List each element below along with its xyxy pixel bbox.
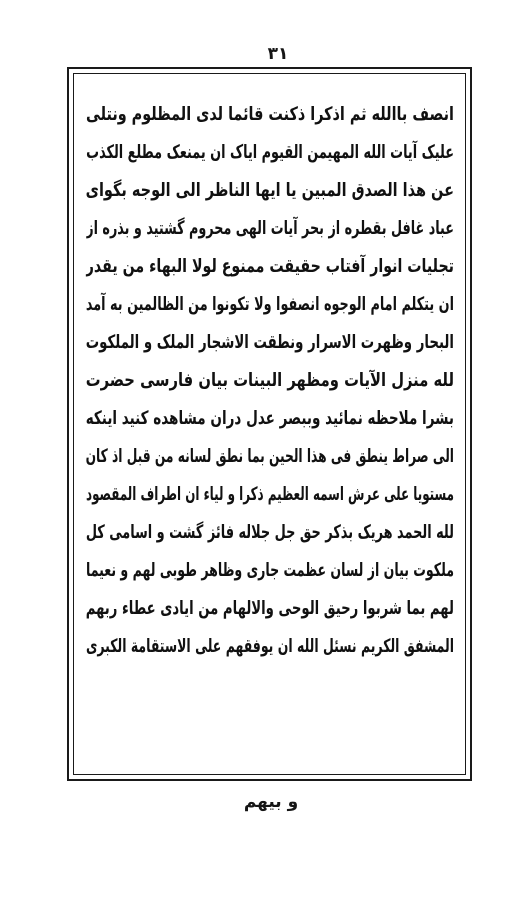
text-line: عن هذا الصدق المبین یا ایها الناظر الی الوجه بگوای	[85, 180, 454, 201]
text-line: الی صراط ینطق فی هذا الحین بما نطق لسانه من قبل اذ کان	[85, 446, 454, 467]
text-line: ان یتکلم امام الوجوه انصفوا ولا تکونوا من الظالمین به آمد	[85, 294, 454, 315]
text-line: ملکوت بیان از لسان عظمت جاری وظاهر طوبی لهم و نعیما	[85, 560, 454, 581]
text-line: بشرا ملاحظه نمائید وببصر عدل دران مشاهده کنید اینکه	[85, 408, 454, 429]
catchword: و بیهم	[243, 792, 299, 812]
text-line: انصف باالله ثم اذکرا ذکنت قائما لدی المظلوم ونتلی	[86, 104, 454, 125]
text-line: مستویا علی عرش اسمه العظیم ذکرا و لیاء ان اطراف المقصود	[86, 484, 454, 505]
text-line: لهم بما شربوا رحیق الوحی والالهام من ایادی عطاء ربهم	[85, 598, 454, 619]
text-line: البحار وظهرت الاسرار ونطقت الاشجار الملک و الملکوت	[86, 332, 454, 353]
text-line: علیک آیات الله المهیمن القیوم ایاک ان یمنعک مطلع الکذب	[86, 142, 454, 163]
page-number: ۳۱	[267, 44, 289, 64]
text-line: تجلیات انوار آفتاب حقیقت ممنوع لولا البهاء من یقدر	[85, 256, 454, 277]
manuscript-text-block	[86, 96, 454, 764]
text-line: لله منزل الآیات ومظهر البینات بیان فارسی حضرت	[85, 370, 454, 391]
text-line: المشفق الکریم نسئل الله ان یوفقهم علی الاستقامة الکبری	[85, 636, 454, 657]
text-line: لله الحمد هریک بذکر حق جل جلاله فائز گشت و اسامی کل	[85, 522, 454, 543]
text-line: عباد غافل بقطره از بحر آیات الهی محروم گشتید و بذره از	[86, 218, 454, 239]
